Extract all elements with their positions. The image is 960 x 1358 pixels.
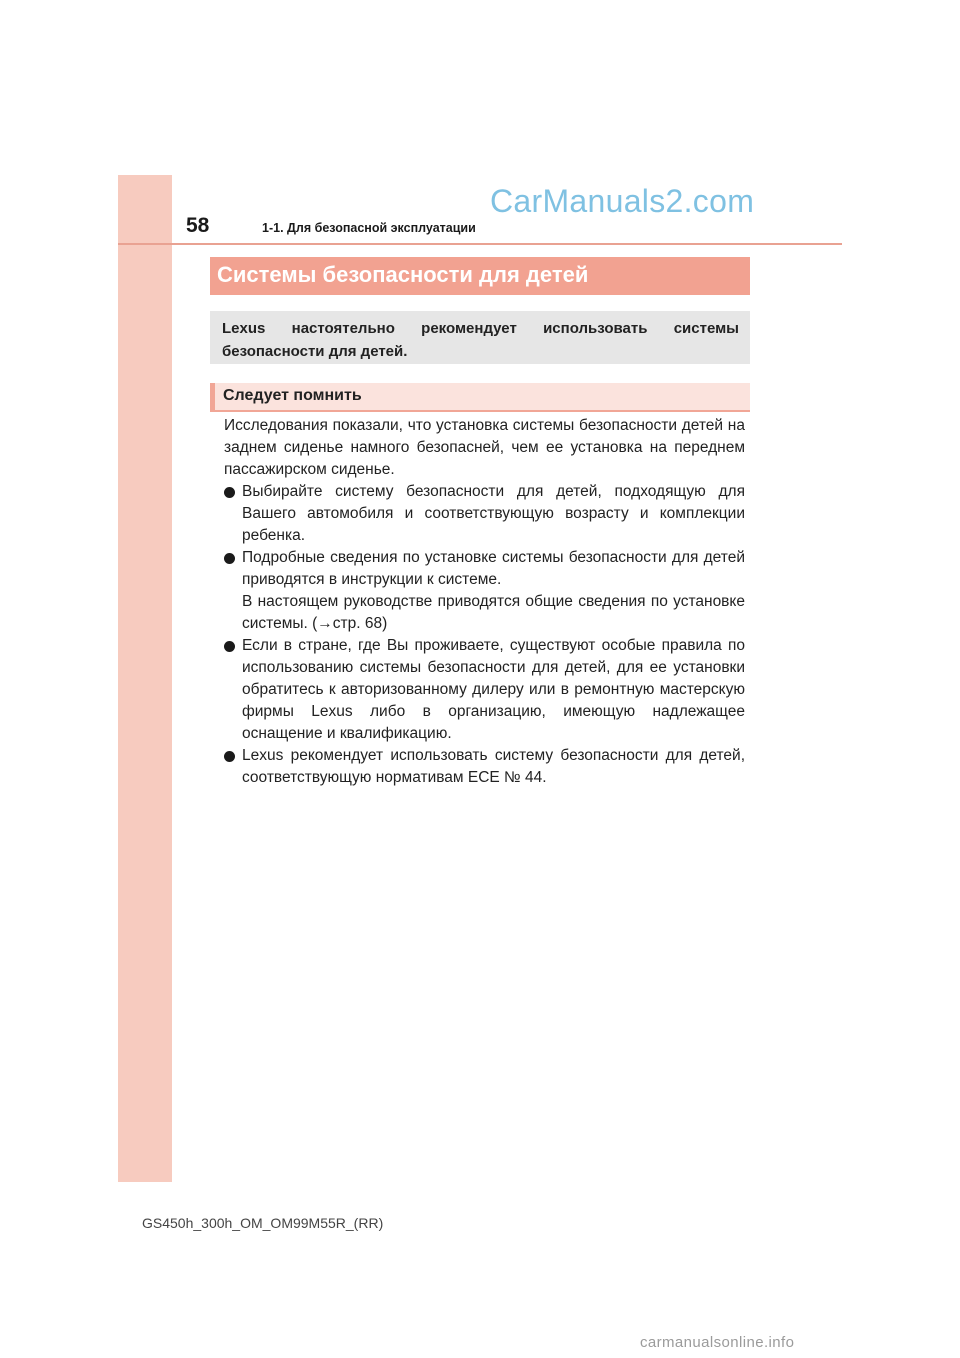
model-code-footer: GS450h_300h_OM_OM99M55R_(RR) — [142, 1215, 384, 1231]
list-item-text: Выбирайте систему безопасности для детей, подходящую для Вашего автомобиля и соответствующую возрасту и комплекции ребенка. — [242, 483, 745, 544]
intro-box — [210, 311, 750, 364]
chapter-sidebar-tab — [118, 175, 172, 1182]
note-accent-bar — [210, 383, 215, 410]
list-item-text: Lexus рекомендует использовать систему безопасности для детей, соответствующую нормативам ECE № 44. — [242, 747, 745, 786]
list-item — [224, 745, 745, 789]
note-body — [224, 415, 745, 789]
list-item — [224, 481, 745, 547]
bullet-icon — [224, 487, 235, 498]
page-title-bar — [210, 257, 750, 295]
intro-text: Lexus настоятельно рекомендует использовать системы безопасности для детей. — [222, 320, 739, 360]
page-number: 58 — [186, 214, 210, 237]
watermark-logo: CarManuals2.com — [490, 183, 755, 219]
header-divider — [118, 243, 842, 245]
note-paragraph: Исследования показали, что установка системы безопасности детей на заднем сиденье намного безопасней, чем ее установка на переднем пассажирском сиденье. — [224, 417, 745, 478]
bottom-watermark: carmanualsonline.info — [640, 1334, 795, 1351]
list-item-text: Подробные сведения по установке системы безопасности для детей приводятся в инструкции к системе. — [242, 549, 745, 588]
list-item-text-continued: В настоящем руководстве приводятся общие сведения по установке системы. (→стр. 68) — [242, 593, 745, 632]
note-title: Следует помнить — [223, 387, 362, 404]
list-item — [224, 635, 745, 745]
note-header — [210, 383, 750, 412]
page-title: Системы безопасности для детей — [217, 262, 589, 287]
section-breadcrumb: 1-1. Для безопасной эксплуатации — [262, 221, 476, 235]
bullet-icon — [224, 641, 235, 652]
list-item-text: Если в стране, где Вы проживаете, существуют особые правила по использованию системы безопасности для детей, для ее установки обратитесь к авторизованному дилеру или в ремонтную мастерскую фирмы Lexus либо в организацию, имеющую надлежащее оснащение и квалификацию. — [242, 637, 745, 742]
bullet-icon — [224, 553, 235, 564]
list-item — [224, 547, 745, 635]
bullet-icon — [224, 751, 235, 762]
